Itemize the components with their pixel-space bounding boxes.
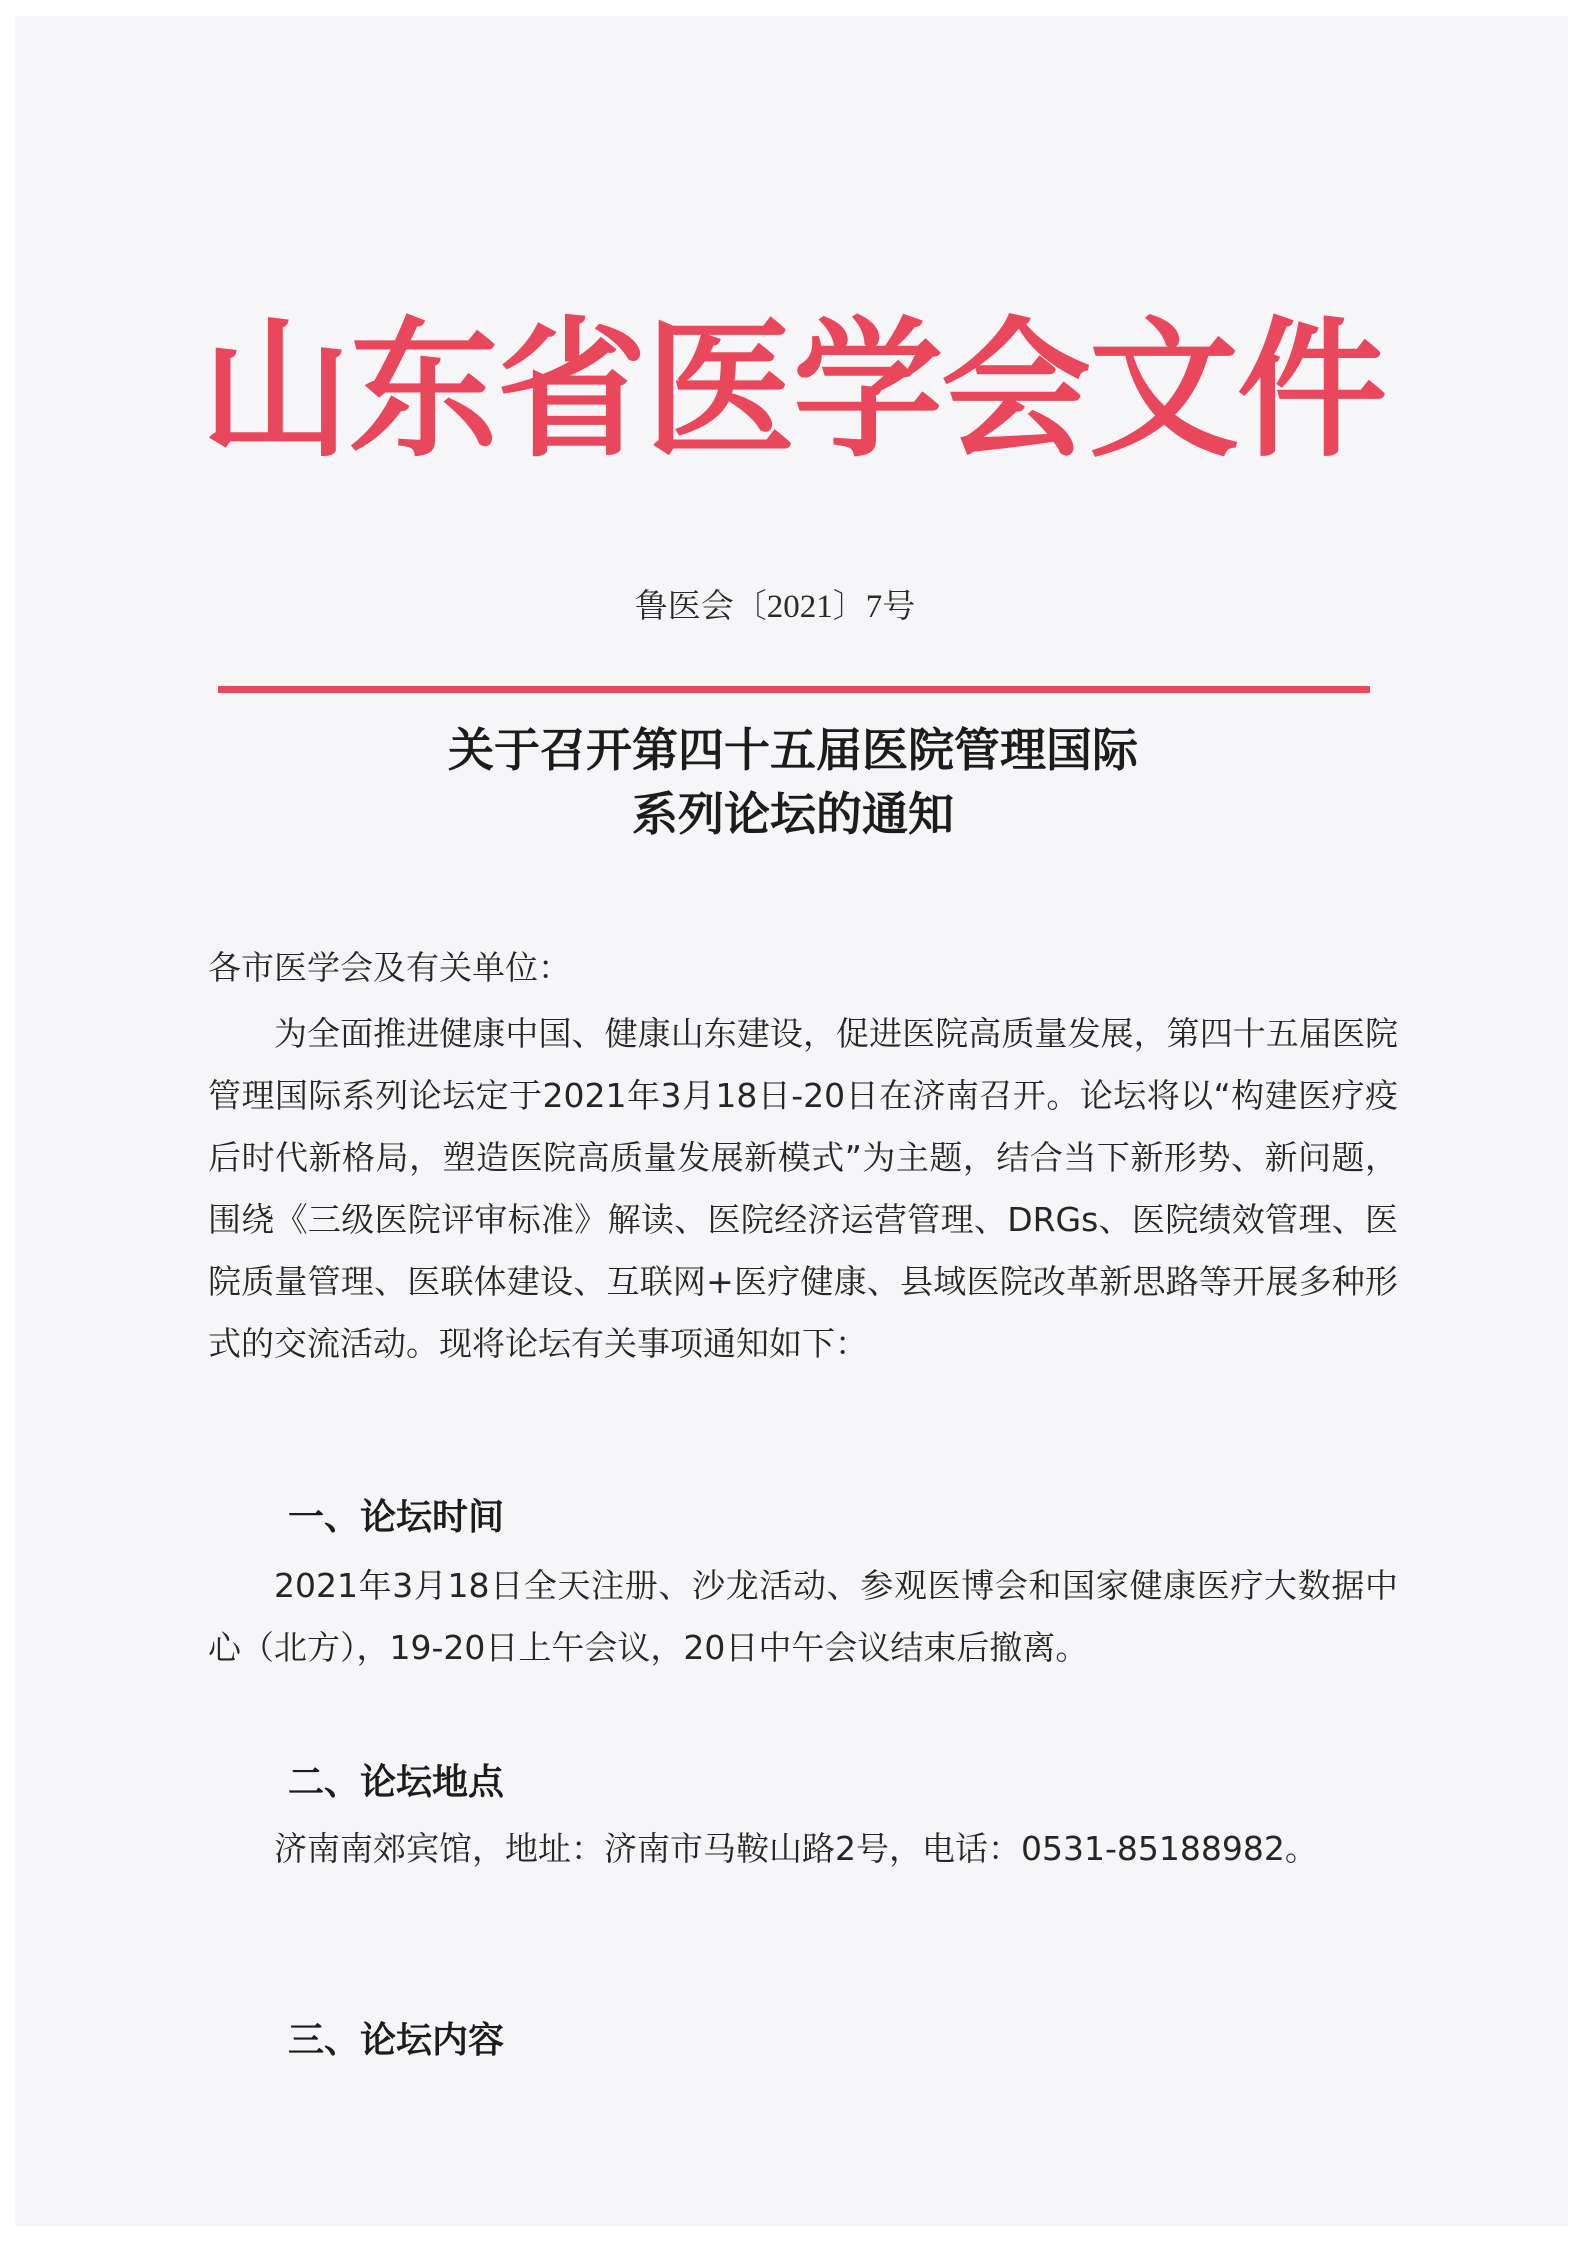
intro-paragraph-block: [208, 1003, 1398, 1375]
masthead-title: 山东省医学会文件: [200, 302, 1385, 478]
document-number: 鲁医会〔2021〕7号: [634, 589, 916, 625]
section-body-venue-block: [208, 1818, 1398, 1880]
intro-paragraph: 为全面推进健康中国、健康山东建设，促进医院高质量发展，第四十五届医院管理国际系列论坛定于2021年3月18日-20日在济南召开。论坛将以“构建医疗疫后时代新格局，塑造医院高质量发展新模式”为主题，结合当下新形势、新问题，围绕《三级医院评审标准》解读、医院经济运营管理、DRGs、医院绩效管理、医院质量管理、医联体建设、互联网+医疗健康、县域医院改革新思路等开展多种形式的交流活动。现将论坛有关事项通知如下：: [208, 1014, 1398, 1363]
section-heading-time: 一、论坛时间: [288, 1497, 505, 1538]
red-separator-rule: [218, 686, 1370, 693]
section-heading-venue: 二、论坛地点: [288, 1762, 505, 1803]
section-body-time-block: [208, 1555, 1398, 1679]
notice-title: [0, 718, 1586, 846]
notice-title-line-1: 关于召开第四十五届医院管理国际: [448, 723, 1138, 777]
section-body-venue: 济南南郊宾馆，地址：济南市马鞍山路2号，电话：0531-85188982。: [274, 1829, 1318, 1868]
notice-title-line-2: 系列论坛的通知: [632, 787, 954, 841]
salutation: 各市医学会及有关单位：: [208, 948, 571, 987]
section-heading-content: 三、论坛内容: [288, 2020, 505, 2061]
section-body-time: 2021年3月18日全天注册、沙龙活动、参观医博会和国家健康医疗大数据中心（北方），19-20日上午会议，20日中午会议结束后撤离。: [208, 1566, 1398, 1667]
